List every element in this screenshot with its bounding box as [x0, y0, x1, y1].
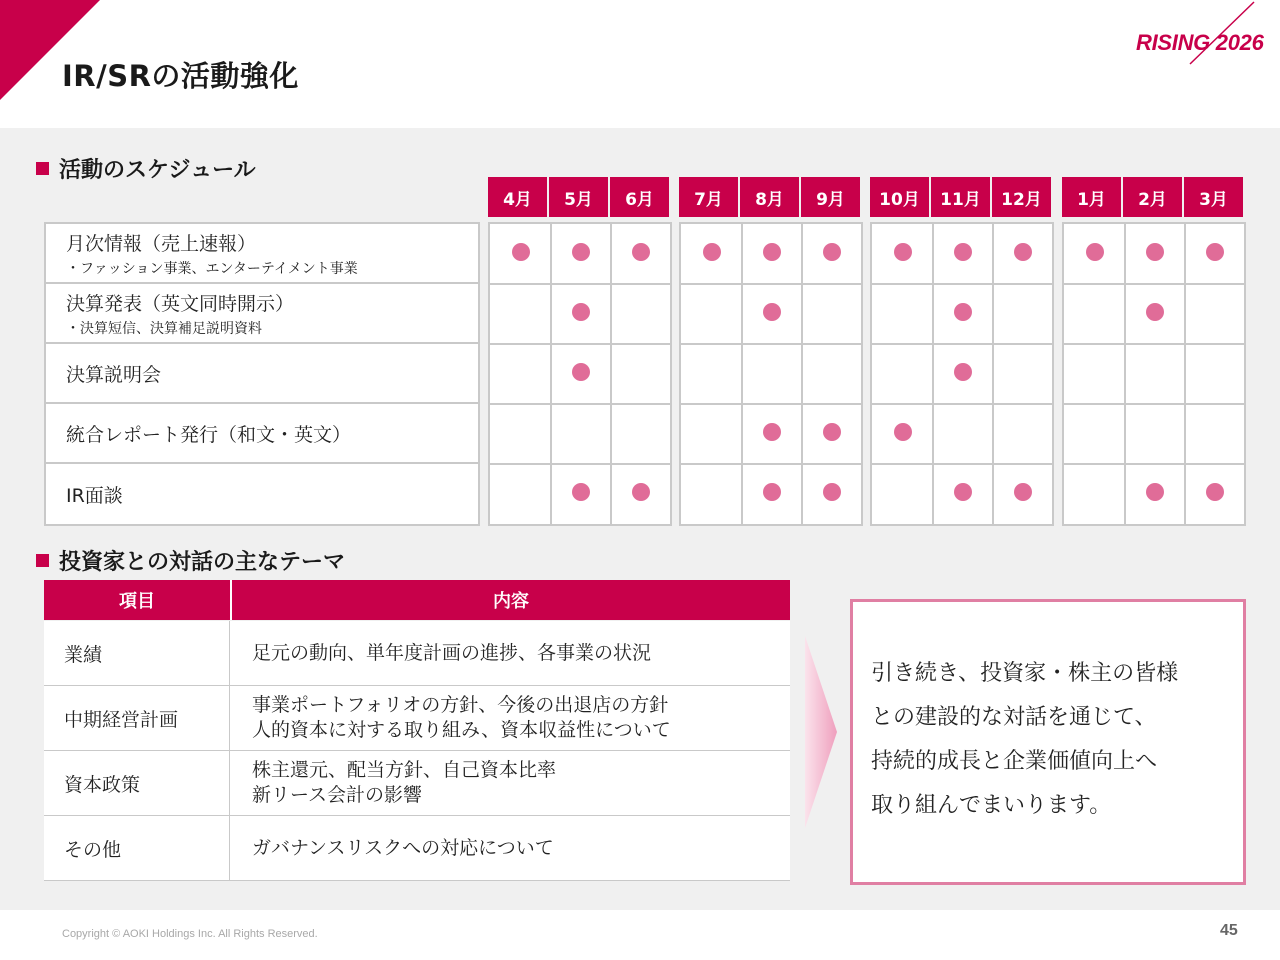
month-header: 10月 — [870, 177, 929, 217]
grid-line — [1064, 463, 1246, 465]
grid-line — [1064, 403, 1246, 405]
schedule-mark — [954, 303, 972, 321]
page-number: 45 — [1220, 922, 1238, 939]
month-header: 12月 — [992, 177, 1051, 217]
row-label: 統合レポート発行（和文・英文） — [66, 423, 352, 446]
row-label: IR面談 — [66, 484, 123, 507]
grid-line — [490, 283, 672, 285]
grid-line — [1064, 343, 1246, 345]
grid-line — [872, 463, 1054, 465]
schedule-mark — [572, 483, 590, 501]
themes-heading-text: 投資家との対話の主なテーマ — [59, 550, 346, 575]
grid-line — [681, 403, 863, 405]
schedule-mark — [572, 303, 590, 321]
grid-line — [1124, 224, 1126, 524]
schedule-mark — [823, 423, 841, 441]
theme-content-line: 株主還元、配当方針、自己資本比率 — [252, 759, 557, 781]
grid-line — [932, 224, 934, 524]
schedule-mark — [632, 243, 650, 261]
theme-content — [252, 686, 671, 750]
schedule-row-label — [46, 344, 478, 404]
month-header: 5月 — [549, 177, 608, 217]
theme-content-line: 人的資本に対する取り組み、資本収益性について — [252, 719, 671, 741]
theme-content-line: 足元の動向、単年度計画の進捗、各事業の状況 — [252, 641, 652, 664]
arrow-right-icon — [805, 636, 839, 828]
theme-content-line: 新リース会計の影響 — [252, 784, 423, 806]
grid-line — [872, 403, 1054, 405]
schedule-row-label — [46, 464, 478, 524]
schedule-mark — [954, 483, 972, 501]
schedule-mark — [1014, 483, 1032, 501]
themes-table-header — [44, 580, 790, 620]
schedule-label-column — [44, 222, 480, 526]
schedule-mark — [763, 243, 781, 261]
row-label: 決算説明会 — [66, 363, 162, 386]
schedule-row-label — [46, 284, 478, 344]
row-sublabel: ・ファッション事業、エンターテイメント事業 — [66, 260, 358, 277]
month-header: 9月 — [801, 177, 860, 217]
schedule-mark — [763, 303, 781, 321]
column-header-content: 内容 — [493, 591, 529, 612]
grid-line — [490, 343, 672, 345]
schedule-mark — [823, 483, 841, 501]
grid-line — [681, 343, 863, 345]
quarter-grid — [870, 222, 1054, 526]
theme-item: その他 — [44, 816, 230, 880]
grid-line — [550, 224, 552, 524]
logo-text: RISING 2026 — [1136, 30, 1264, 55]
schedule-mark — [572, 243, 590, 261]
month-header: 7月 — [679, 177, 738, 217]
copyright-notice: Copyright © AOKI Holdings Inc. All Rights Reserved. — [62, 928, 318, 940]
schedule-mark — [894, 243, 912, 261]
page-title: IR/SRの活動強化 — [62, 59, 299, 93]
quarter-grid — [1062, 222, 1246, 526]
row-sublabel: ・決算短信、決算補足説明資料 — [66, 320, 262, 337]
schedule-mark — [1146, 243, 1164, 261]
table-row — [44, 751, 790, 816]
bullet-square-icon — [36, 554, 49, 567]
message-line: 持続的成長と企業価値向上へ — [871, 749, 1158, 774]
table-row — [44, 816, 790, 881]
grid-line — [741, 224, 743, 524]
schedule-heading — [36, 153, 256, 184]
schedule-mark — [954, 243, 972, 261]
schedule-row-label — [46, 224, 478, 284]
theme-content — [252, 751, 556, 815]
grid-line — [490, 463, 672, 465]
theme-item: 業績 — [44, 621, 230, 685]
schedule-mark — [572, 363, 590, 381]
grid-line — [490, 403, 672, 405]
schedule-mark — [632, 483, 650, 501]
grid-line — [872, 283, 1054, 285]
month-header: 2月 — [1123, 177, 1182, 217]
row-label: 決算発表（英文同時開示） — [66, 292, 295, 315]
schedule-mark — [1146, 303, 1164, 321]
schedule-mark — [703, 243, 721, 261]
schedule-heading-text: 活動のスケジュール — [59, 158, 256, 183]
grid-line — [872, 343, 1054, 345]
row-label: 月次情報（売上速報） — [66, 232, 257, 255]
schedule-mark — [512, 243, 530, 261]
bullet-square-icon — [36, 162, 49, 175]
month-header: 8月 — [740, 177, 799, 217]
month-header: 6月 — [610, 177, 669, 217]
month-header: 1月 — [1062, 177, 1121, 217]
grid-line — [681, 283, 863, 285]
month-header: 3月 — [1184, 177, 1243, 217]
quarter-grid — [679, 222, 863, 526]
theme-content-line: ガバナンスリスクへの対応について — [252, 836, 554, 859]
quarter-grid — [488, 222, 672, 526]
message-box — [850, 599, 1246, 885]
logo-slash-icon — [1132, 0, 1280, 70]
theme-content — [252, 816, 554, 880]
month-header: 4月 — [488, 177, 547, 217]
themes-heading — [36, 545, 345, 576]
schedule-mark — [1086, 243, 1104, 261]
schedule-mark — [1206, 483, 1224, 501]
grid-line — [681, 463, 863, 465]
rising-2026-logo — [1132, 0, 1280, 70]
grid-line — [992, 224, 994, 524]
message-line: 引き続き、投資家・株主の皆様 — [871, 661, 1179, 686]
theme-content — [252, 621, 651, 685]
table-row — [44, 686, 790, 751]
month-header: 11月 — [931, 177, 990, 217]
column-header-item: 項目 — [119, 591, 155, 612]
schedule-mark — [823, 243, 841, 261]
schedule-mark — [763, 423, 781, 441]
grid-line — [1184, 224, 1186, 524]
schedule-mark — [763, 483, 781, 501]
grid-line — [610, 224, 612, 524]
schedule-mark — [1014, 243, 1032, 261]
schedule-mark — [1206, 243, 1224, 261]
theme-content-line: 事業ポートフォリオの方針、今後の出退店の方針 — [252, 694, 669, 716]
message-line: 取り組んでまいります。 — [871, 793, 1112, 818]
message-line: との建設的な対話を通じて、 — [871, 705, 1157, 730]
table-row — [44, 621, 790, 686]
grid-line — [801, 224, 803, 524]
theme-item: 資本政策 — [44, 751, 230, 815]
schedule-mark — [1146, 483, 1164, 501]
theme-item: 中期経営計画 — [44, 686, 230, 750]
grid-line — [1064, 283, 1246, 285]
schedule-mark — [894, 423, 912, 441]
schedule-row-label — [46, 404, 478, 464]
schedule-mark — [954, 363, 972, 381]
